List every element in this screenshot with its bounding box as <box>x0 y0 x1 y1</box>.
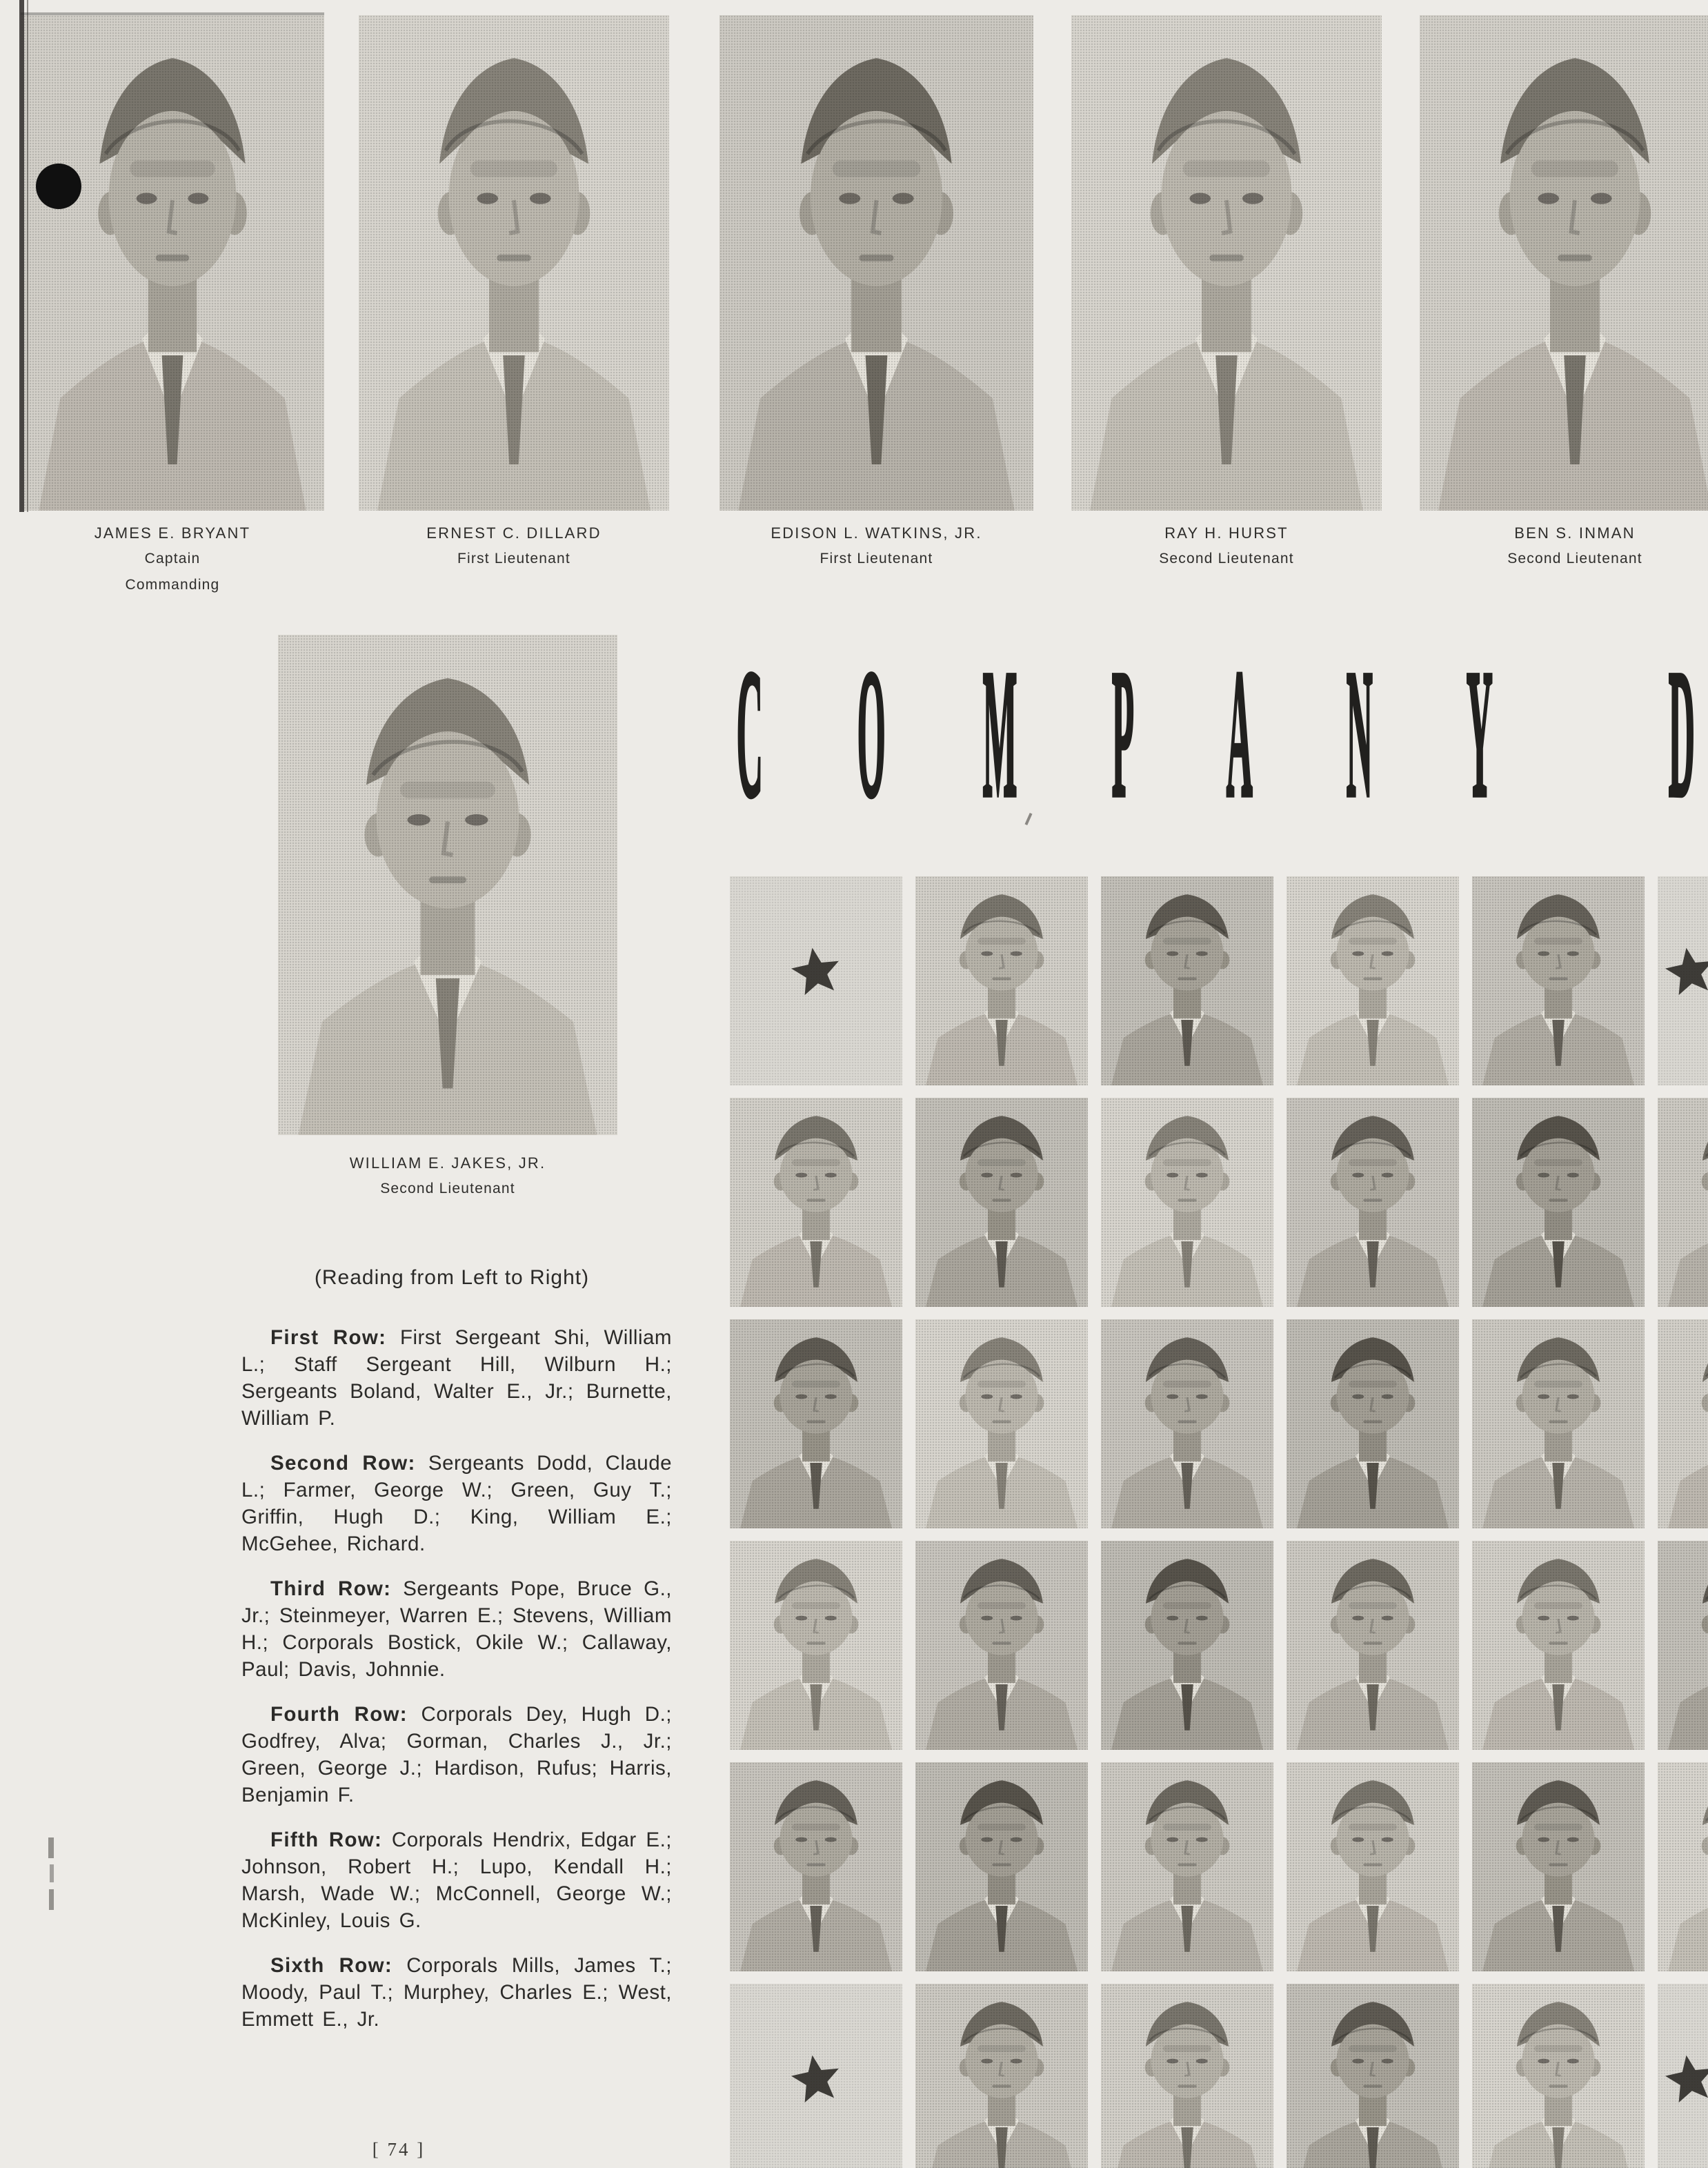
page-title-word <box>728 634 1502 837</box>
roster-row-names: Sergeants Pope, Bruce G., Jr.; Steinmeyer, Warren E.; Stevens, William H.; Corporals Bostick, Okile W.; Callaway, Paul; Davis, Johnnie. <box>241 1577 673 1681</box>
roster-row-names: Corporals Hendrix, Edgar E.; Johnson, Robert H.; Lupo, Kendall H.; Marsh, Wade W.; McConnell, George W.; McKinley, Louis G. <box>241 1829 672 1932</box>
roster-row-names: Sergeants Dodd, Claude L.; Farmer, George W.; Green, Guy T.; Griffin, Hugh D.; King, William E.; McGehee, Richard. <box>241 1452 673 1555</box>
page-number: [ 74 ] <box>372 2139 426 2160</box>
portrait-illustration <box>1287 1762 1459 1971</box>
officer-rank: Commanding <box>125 577 220 593</box>
title-letter: P <box>1112 634 1135 837</box>
portrait-photo <box>21 15 324 511</box>
portrait-illustration <box>730 1098 902 1307</box>
portrait-illustration <box>1472 876 1645 1085</box>
roster-row-label: Second Row: <box>270 1452 416 1475</box>
portrait-photo <box>915 1541 1088 1750</box>
page-title-letter: D <box>1668 634 1695 837</box>
portrait-photo <box>1420 15 1708 511</box>
roster-row <box>241 1450 672 1557</box>
portrait-illustration <box>915 1984 1088 2168</box>
portrait-illustration <box>730 1319 902 1528</box>
roster-row-names: Corporals Dey, Hugh D.; Godfrey, Alva; Gorman, Charles J., Jr.; Green, George J.; Hardison, Rufus; Harris, Benjamin F. <box>241 1703 672 1806</box>
portrait-illustration <box>1287 876 1459 1085</box>
officer-name: RAY H. HURST <box>1164 524 1289 542</box>
portrait-illustration <box>1658 1541 1708 1750</box>
portrait-photo <box>719 15 1033 511</box>
portrait-illustration <box>915 1541 1088 1750</box>
officer-name: EDISON L. WATKINS, JR. <box>771 524 982 542</box>
portrait-photo <box>1287 1984 1459 2168</box>
roster-row-label: Sixth Row: <box>270 1954 393 1977</box>
officer-caption <box>359 521 669 572</box>
portrait-photo <box>1658 1762 1708 1971</box>
portrait-photo <box>1287 1541 1459 1750</box>
portrait-illustration <box>1101 1541 1273 1750</box>
title-letter: Y <box>1467 634 1493 837</box>
portrait-illustration <box>1472 1541 1645 1750</box>
grid-star-cell <box>1658 1984 1708 2168</box>
portrait-photo <box>1472 1541 1645 1750</box>
roster-text-block <box>241 1266 672 2051</box>
officer-rank: Captain <box>144 551 201 566</box>
star-icon <box>1658 2047 1708 2111</box>
roster-row-label: Fifth Row: <box>270 1829 383 1851</box>
officer-caption <box>1420 521 1708 572</box>
roster-row-names: Corporals Mills, James T.; Moody, Paul T.; Murphey, Charles E.; West, Emmett E., Jr. <box>241 1954 672 2031</box>
portrait-photo <box>915 1098 1088 1307</box>
portrait-photo <box>915 1762 1088 1971</box>
officer-cell <box>359 0 669 621</box>
roster-row-label: First Row: <box>270 1326 387 1349</box>
title-letter: C <box>736 634 763 837</box>
portrait-illustration <box>1287 1984 1459 2168</box>
portrait-illustration <box>1101 1319 1273 1528</box>
roster-intro: (Reading from Left to Right) <box>314 1266 590 1289</box>
officer-name: JAMES E. BRYANT <box>94 524 251 542</box>
star-icon <box>784 939 848 1004</box>
portrait-illustration <box>1658 1762 1708 1971</box>
portrait-illustration <box>915 876 1088 1085</box>
portrait-photo <box>1287 1762 1459 1971</box>
officer-name: BEN S. INMAN <box>1514 524 1636 542</box>
roster-row <box>241 1324 672 1432</box>
roster-row-names: First Sergeant Shi, William L.; Staff Sergeant Hill, Wilburn H.; Sergeants Boland, Walter E., Jr.; Burnette, William P. <box>241 1326 672 1430</box>
grid-star-cell <box>1658 876 1708 1085</box>
grid-star-cell <box>730 1984 902 2168</box>
portrait-illustration <box>1472 1762 1645 1971</box>
portrait-illustration <box>1658 1319 1708 1528</box>
roster-row <box>241 1575 672 1683</box>
star-icon <box>1658 939 1708 1004</box>
officer-cell <box>21 0 324 621</box>
portrait-illustration <box>1472 1319 1645 1528</box>
portrait-photo <box>730 1098 902 1307</box>
portrait-illustration <box>1071 15 1382 511</box>
portrait-photo <box>1472 1319 1645 1528</box>
portrait-illustration <box>1420 15 1708 511</box>
roster-row <box>241 1701 672 1809</box>
roster-row <box>241 1952 672 2033</box>
officer-cell <box>1420 0 1708 621</box>
portrait-illustration <box>359 15 669 511</box>
portrait-photo <box>1658 1541 1708 1750</box>
roster-row-label: Fourth Row: <box>270 1703 408 1726</box>
portrait-photo <box>1658 1319 1708 1528</box>
featured-officer-photo <box>278 635 617 1135</box>
portrait-photo <box>1101 1541 1273 1750</box>
portrait-illustration <box>730 1541 902 1750</box>
portrait-illustration <box>730 1762 902 1971</box>
officer-rank: First Lieutenant <box>457 551 570 566</box>
portrait-photo <box>730 1319 902 1528</box>
featured-officer-caption <box>278 1151 617 1202</box>
title-letter: A <box>1227 634 1253 837</box>
portrait-photo <box>1472 1098 1645 1307</box>
portrait-illustration <box>1101 876 1273 1085</box>
portrait-photo <box>915 876 1088 1085</box>
officer-cell <box>719 0 1033 621</box>
portrait-photo <box>1472 1984 1645 2168</box>
portrait-illustration <box>915 1098 1088 1307</box>
star-wrap <box>730 1984 902 2168</box>
roster-row-label: Third Row: <box>270 1577 392 1600</box>
portrait-photo <box>1287 1319 1459 1528</box>
portrait-photo <box>1101 876 1273 1085</box>
portrait-photo <box>1101 1319 1273 1528</box>
portrait-illustration <box>1101 1762 1273 1971</box>
portrait-photo <box>730 1762 902 1971</box>
portrait-illustration <box>1101 1098 1273 1307</box>
portrait-illustration <box>915 1762 1088 1971</box>
portrait-illustration <box>1658 1098 1708 1307</box>
officer-rank: Second Lieutenant <box>1159 551 1294 566</box>
portrait-photo <box>359 15 669 511</box>
portrait-photo <box>730 1541 902 1750</box>
portrait-photo <box>1287 876 1459 1085</box>
portrait-photo <box>1101 1098 1273 1307</box>
officer-rank: Second Lieutenant <box>380 1181 515 1196</box>
portrait-illustration <box>278 635 617 1135</box>
portrait-photo <box>1472 876 1645 1085</box>
star-wrap <box>730 876 902 1085</box>
portrait-illustration <box>719 15 1033 511</box>
title-letter: O <box>857 634 886 837</box>
officer-rank: Second Lieutenant <box>1507 551 1642 566</box>
portrait-photo <box>1658 1098 1708 1307</box>
title-letter: N <box>1347 634 1373 837</box>
portrait-photo <box>1101 1762 1273 1971</box>
roster-row <box>241 1826 672 1934</box>
scan-speck-artifact <box>1025 813 1033 825</box>
officer-name: ERNEST C. DILLARD <box>426 524 602 542</box>
portrait-illustration <box>915 1319 1088 1528</box>
star-icon <box>784 2047 848 2111</box>
officer-cell <box>1071 0 1382 621</box>
portrait-photo <box>1101 1984 1273 2168</box>
portrait-illustration <box>1287 1098 1459 1307</box>
star-wrap <box>1658 876 1708 1085</box>
photo-grid <box>730 876 1708 2168</box>
star-wrap <box>1658 1984 1708 2168</box>
title-letter: M <box>982 634 1017 837</box>
officer-caption <box>1071 521 1382 572</box>
officer-rank: First Lieutenant <box>820 551 933 566</box>
officer-caption <box>21 521 324 598</box>
portrait-illustration <box>1287 1541 1459 1750</box>
officer-caption <box>719 521 1033 572</box>
portrait-photo <box>1472 1762 1645 1971</box>
portrait-illustration <box>1472 1098 1645 1307</box>
grid-star-cell <box>730 876 902 1085</box>
portrait-illustration <box>21 15 324 511</box>
portrait-illustration <box>1287 1319 1459 1528</box>
portrait-photo <box>1287 1098 1459 1307</box>
portrait-illustration <box>1101 1984 1273 2168</box>
portrait-illustration <box>1472 1984 1645 2168</box>
officer-name: WILLIAM E. JAKES, JR. <box>349 1154 546 1172</box>
portrait-photo <box>915 1984 1088 2168</box>
portrait-photo <box>915 1319 1088 1528</box>
portrait-photo <box>1071 15 1382 511</box>
